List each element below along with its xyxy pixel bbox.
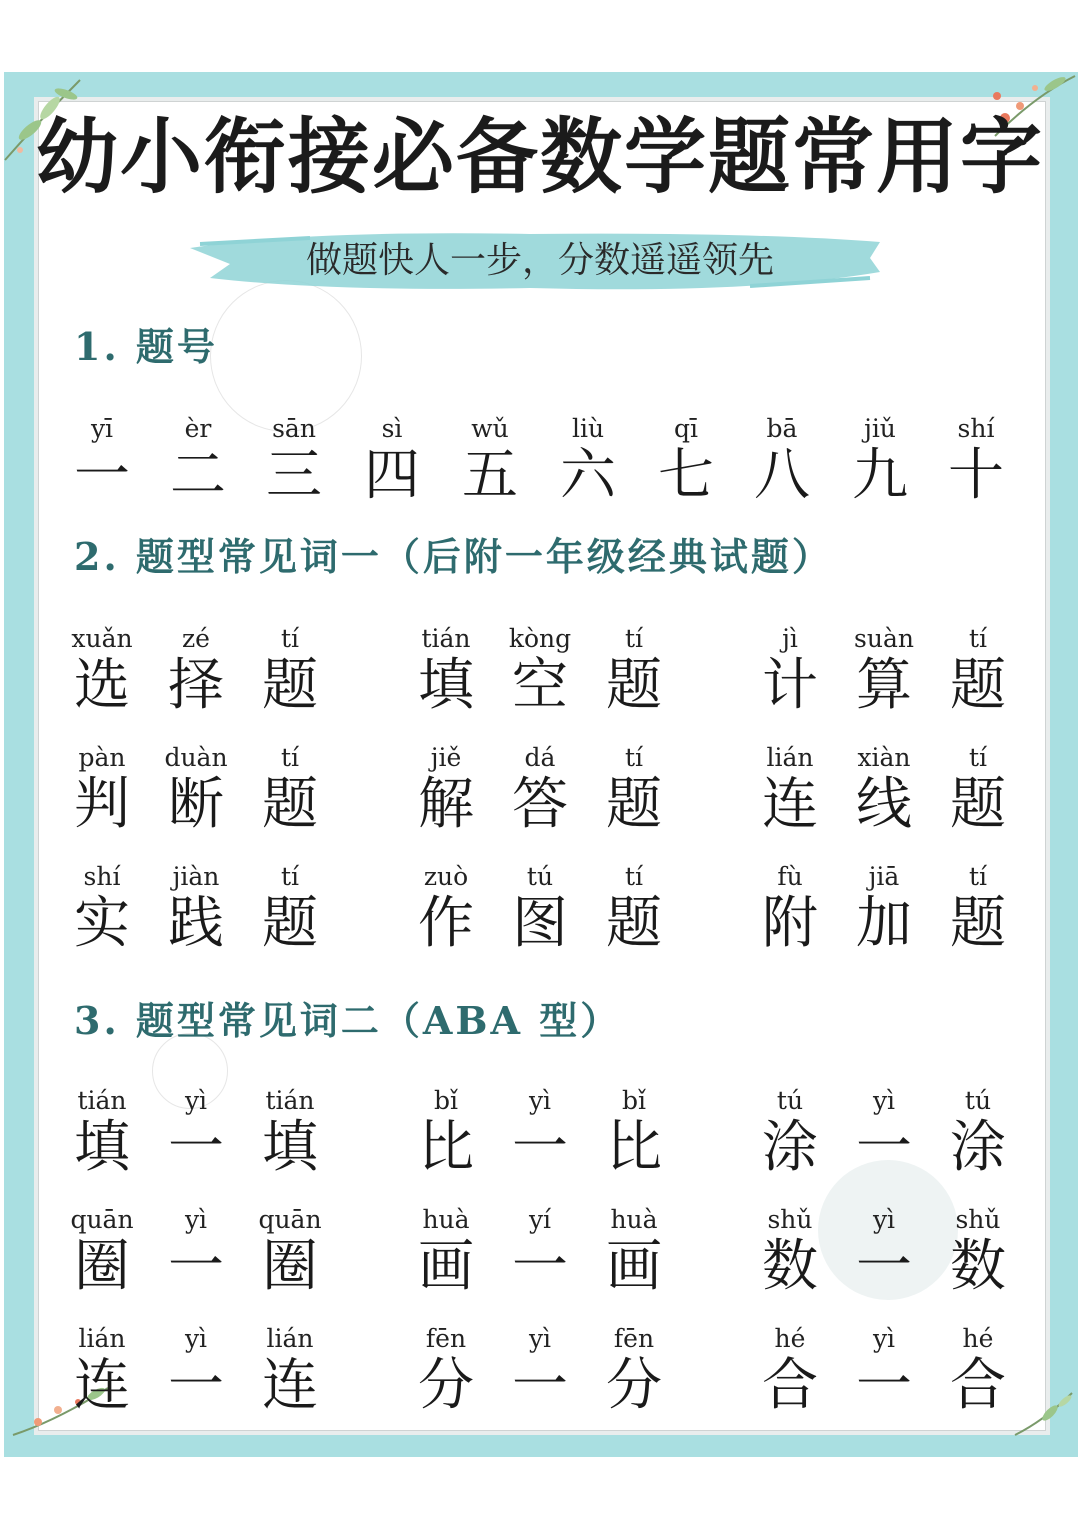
pinyin-label: kòng <box>508 624 572 653</box>
hanzi-character: 践 <box>168 891 224 956</box>
pinyin-label: fù <box>777 862 803 891</box>
hanzi-character: 题 <box>606 772 662 837</box>
hanzi-character: 空 <box>512 653 568 718</box>
hanzi-character: 合 <box>950 1353 1006 1418</box>
pinyin-label: lián <box>766 743 814 772</box>
hanzi-character: 题 <box>606 891 662 956</box>
hanzi-character: 作 <box>418 891 474 956</box>
pinyin-label: tí <box>624 743 644 772</box>
hanzi-character: 图 <box>512 891 568 956</box>
hanzi-character: 十 <box>948 443 1004 508</box>
pinyin-label: tí <box>280 862 300 891</box>
hanzi-character: 计 <box>762 653 818 718</box>
pinyin-label: hé <box>774 1324 806 1353</box>
section-heading-numbers: 1. 题号 <box>74 324 218 369</box>
pinyin-label: bǐ <box>622 1086 646 1115</box>
hanzi-character: 实 <box>74 891 130 956</box>
hanzi-character: 涂 <box>950 1115 1006 1180</box>
pinyin-label: fēn <box>613 1324 655 1353</box>
decorative-circle <box>210 280 362 432</box>
pinyin-label: tú <box>776 1086 804 1115</box>
hanzi-character: 附 <box>762 891 818 956</box>
pinyin-label: èr <box>184 414 212 443</box>
hanzi-character: 一 <box>512 1353 568 1418</box>
hanzi-character: 连 <box>262 1353 318 1418</box>
hanzi-character: 比 <box>418 1115 474 1180</box>
pinyin-label: qī <box>674 414 698 443</box>
pinyin-label: lián <box>78 1324 126 1353</box>
page-subtitle: 做题快人一步，分数遥遥领先 <box>305 240 774 281</box>
section-heading-aba-words: 3. 题型常见词二（ABA 型） <box>74 998 622 1043</box>
pinyin-label: tí <box>968 624 988 653</box>
hanzi-character: 题 <box>950 653 1006 718</box>
hanzi-character: 画 <box>418 1234 474 1299</box>
pinyin-label: huà <box>422 1205 470 1234</box>
hanzi-character: 一 <box>512 1234 568 1299</box>
pinyin-label: zuò <box>423 862 469 891</box>
hanzi-character: 一 <box>168 1115 224 1180</box>
pinyin-label: tí <box>280 743 300 772</box>
hanzi-character: 分 <box>606 1353 662 1418</box>
hanzi-character: 八 <box>754 443 810 508</box>
pinyin-label: yì <box>184 1086 208 1115</box>
hanzi-character: 五 <box>462 443 518 508</box>
hanzi-character: 填 <box>418 653 474 718</box>
pinyin-label: yí <box>528 1205 552 1234</box>
hanzi-character: 圈 <box>262 1234 318 1299</box>
pinyin-label: tí <box>624 862 644 891</box>
pinyin-label: shí <box>957 414 995 443</box>
hanzi-character: 四 <box>364 443 420 508</box>
pinyin-label: wǔ <box>471 414 509 443</box>
pinyin-label: yì <box>872 1205 896 1234</box>
pinyin-label: shí <box>83 862 121 891</box>
pinyin-label: tú <box>526 862 554 891</box>
hanzi-character: 一 <box>856 1234 912 1299</box>
hanzi-character: 选 <box>74 653 130 718</box>
hanzi-character: 六 <box>560 443 616 508</box>
hanzi-character: 填 <box>74 1115 130 1180</box>
hanzi-character: 断 <box>168 772 224 837</box>
hanzi-character: 分 <box>418 1353 474 1418</box>
pinyin-label: jiàn <box>172 862 220 891</box>
hanzi-character: 比 <box>606 1115 662 1180</box>
pinyin-label: tián <box>265 1086 315 1115</box>
hanzi-character: 填 <box>262 1115 318 1180</box>
pinyin-label: bā <box>766 414 798 443</box>
pinyin-label: sān <box>272 414 316 443</box>
pinyin-label: fēn <box>425 1324 467 1353</box>
pinyin-label: tú <box>964 1086 992 1115</box>
hanzi-character: 题 <box>262 653 318 718</box>
hanzi-character: 七 <box>658 443 714 508</box>
pinyin-label: yì <box>872 1086 896 1115</box>
pinyin-label: tí <box>280 624 300 653</box>
pinyin-label: yì <box>184 1324 208 1353</box>
pinyin-label: hé <box>962 1324 994 1353</box>
hanzi-character: 连 <box>74 1353 130 1418</box>
hanzi-character: 一 <box>856 1353 912 1418</box>
hanzi-character: 一 <box>74 443 130 508</box>
pinyin-label: suàn <box>854 624 914 653</box>
hanzi-character: 判 <box>74 772 130 837</box>
pinyin-label: jiā <box>868 862 900 891</box>
hanzi-character: 一 <box>856 1115 912 1180</box>
pinyin-label: huà <box>610 1205 658 1234</box>
pinyin-label: tián <box>421 624 471 653</box>
pinyin-label: liù <box>571 414 605 443</box>
pinyin-label: shǔ <box>955 1205 1001 1234</box>
pinyin-label: yì <box>184 1205 208 1234</box>
pinyin-label: duàn <box>164 743 228 772</box>
hanzi-character: 答 <box>512 772 568 837</box>
hanzi-character: 线 <box>856 772 912 837</box>
pinyin-label: yì <box>528 1086 552 1115</box>
hanzi-character: 择 <box>168 653 224 718</box>
hanzi-character: 数 <box>762 1234 818 1299</box>
hanzi-character: 解 <box>418 772 474 837</box>
pinyin-label: tí <box>624 624 644 653</box>
hanzi-character: 三 <box>266 443 322 508</box>
hanzi-character: 九 <box>852 443 908 508</box>
pinyin-label: yì <box>528 1324 552 1353</box>
pinyin-label: quān <box>70 1205 134 1234</box>
pinyin-label: tí <box>968 862 988 891</box>
pinyin-label: tián <box>77 1086 127 1115</box>
hanzi-character: 题 <box>606 653 662 718</box>
pinyin-label: zé <box>182 624 210 653</box>
hanzi-character: 一 <box>168 1353 224 1418</box>
hanzi-character: 合 <box>762 1353 818 1418</box>
hanzi-character: 一 <box>168 1234 224 1299</box>
pinyin-label: jì <box>782 624 798 653</box>
pinyin-label: pàn <box>78 743 126 772</box>
pinyin-label: yì <box>872 1324 896 1353</box>
hanzi-character: 圈 <box>74 1234 130 1299</box>
hanzi-character: 题 <box>262 891 318 956</box>
hanzi-character: 题 <box>950 891 1006 956</box>
pinyin-label: xiàn <box>857 743 911 772</box>
pinyin-label: yī <box>90 414 114 443</box>
hanzi-character: 数 <box>950 1234 1006 1299</box>
pinyin-label: jiǔ <box>864 414 896 443</box>
pinyin-label: dá <box>524 743 556 772</box>
hanzi-character: 加 <box>856 891 912 956</box>
hanzi-character: 二 <box>170 443 226 508</box>
section-heading-question-types: 2. 题型常见词一（后附一年级经典试题） <box>74 534 833 579</box>
page-title: 幼小衔接必备数学题常用字 <box>35 110 1044 205</box>
pinyin-label: xuǎn <box>71 624 133 653</box>
pinyin-label: lián <box>266 1324 314 1353</box>
pinyin-label: shǔ <box>767 1205 813 1234</box>
hanzi-character: 一 <box>512 1115 568 1180</box>
pinyin-label: quān <box>258 1205 322 1234</box>
hanzi-character: 算 <box>856 653 912 718</box>
hanzi-character: 题 <box>262 772 318 837</box>
hanzi-character: 画 <box>606 1234 662 1299</box>
pinyin-label: bǐ <box>434 1086 458 1115</box>
pinyin-label: tí <box>968 743 988 772</box>
hanzi-character: 涂 <box>762 1115 818 1180</box>
pinyin-label: jiě <box>430 743 462 772</box>
pinyin-label: sì <box>381 414 403 443</box>
hanzi-character: 题 <box>950 772 1006 837</box>
hanzi-character: 连 <box>762 772 818 837</box>
